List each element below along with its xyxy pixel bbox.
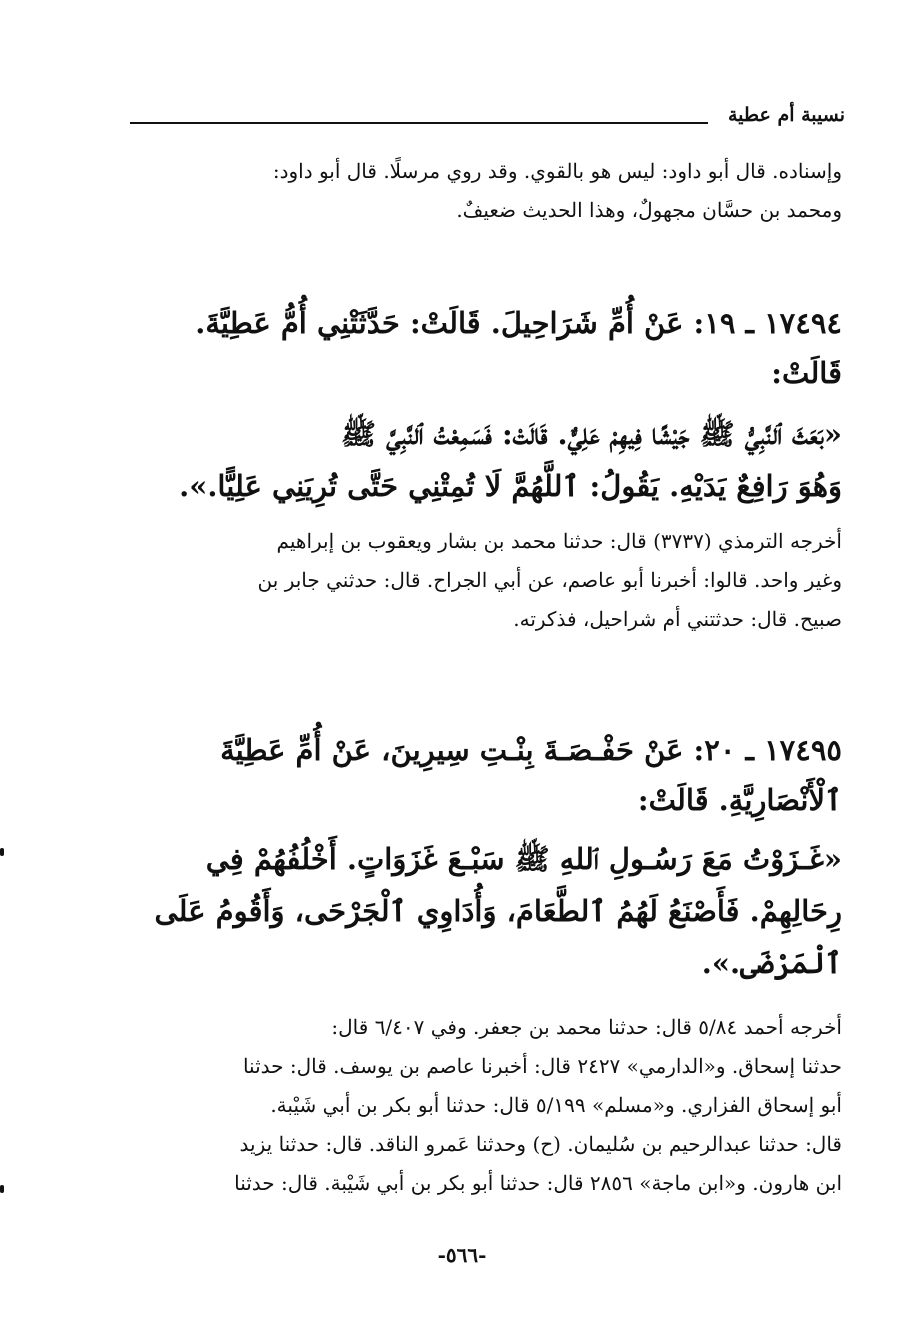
hadith-20-heading (152, 725, 842, 825)
hadith-20-takhrij-note (152, 1008, 842, 1203)
takhrij-line: حدثنا إسحاق. و«الدارمي» ٢٤٢٧ قال: أخبرنا عاصم بن يوسف. قال: حدثنا (242, 1054, 842, 1078)
header-rule (130, 122, 708, 124)
page-number: -٥٦٦- (437, 1243, 487, 1267)
hadith-heading-line: قَالَتْ: (771, 356, 842, 390)
hadith-19-text (152, 408, 842, 512)
header-title: نسيبة أم عطية (727, 104, 845, 126)
intro-note-line: وإسناده. قال أبو داود: ليس هو بالقوي. وقد روي مرسلًا. قال أبو داود: (272, 159, 842, 183)
running-header (130, 98, 845, 134)
takhrij-line: صبيح. قال: حدثتني أم شراحيل، فذكرته. (513, 607, 842, 631)
takhrij-line: أبو إسحاق الفزاري. و«مسلم» ٥/١٩٩ قال: حدثنا أبو بكر بن أبي شَيْبة. (270, 1093, 842, 1117)
takhrij-line: ابن هارون. و«ابن ماجة» ٢٨٥٦ قال: حدثنا أبو بكر بن أبي شَيْبة. قال: حدثنا (234, 1171, 842, 1195)
takhrij-line: قال: حدثنا عبدالرحيم بن سُليمان. (ح) وحدثنا عَمرو الناقد. قال: حدثنا يزيد (239, 1132, 842, 1156)
scan-edge-mark (0, 1185, 4, 1193)
hadith-heading-line: ١٧٤٩٤ ـ ١٩: عَنْ أُمِّ شَرَاحِيلَ. قَالَتْ: حَدَّثَتْنِي أُمُّ عَطِيَّةَ. (195, 306, 842, 340)
takhrij-line: أخرجه الترمذي (٣٧٣٧) قال: حدثنا محمد بن بشار ويعقوب بن إبراهيم (276, 529, 842, 553)
scan-edge-mark (0, 848, 4, 856)
hadith-20-text (152, 833, 842, 989)
hadith-text-line: وَهُوَ رَافِعٌ يَدَيْهِ. يَقُولُ: ٱللَّهُمَّ لَا تُمِتْنِي حَتَّى تُرِيَنِي عَلِيًّا.». (179, 469, 842, 503)
hadith-heading-line: ٱلْأَنْصَارِيَّةِ. قَالَتْ: (637, 783, 842, 817)
intro-note-line: ومحمد بن حسَّان مجهولٌ، وهذا الحديث ضعيفٌ. (456, 198, 842, 222)
hadith-19-heading (152, 298, 842, 398)
takhrij-line: أخرجه أحمد ٥/٨٤ قال: حدثنا محمد بن جعفر. وفي ٦/٤٠٧ قال: (331, 1015, 842, 1039)
hadith-text-line: رِحَالِهِمْ. فَأَصْنَعُ لَهُمُ ٱلطَّعَامَ، وَأُدَاوِي ٱلْجَرْحَى، وَأَقُومُ عَلَى (154, 894, 842, 928)
takhrij-line: وغير واحد. قالوا: أخبرنا أبو عاصم، عن أبي الجراح. قال: حدثني جابر بن (257, 568, 842, 592)
hadith-19-takhrij-note (152, 522, 842, 639)
hadith-text-line: «غَـزَوْتُ مَعَ رَسُـولِ ٱللهِ ﷺ سَبْـعَ غَزَوَاتٍ. أَخْلُفُهُمْ فِي (205, 842, 842, 876)
hadith-text-line: «بَعَثَ ٱلنَّبِيُّ ﷺ جَيْشًا فِيهِمْ عَلِيٌّ. قَالَتْ: فَسَمِعْتُ ٱلنَّبِيَّ ﷺ (341, 417, 842, 451)
hadith-heading-line: ١٧٤٩٥ ـ ٢٠: عَنْ حَفْـصَـةَ بِنْـتِ سِيرِينَ، عَنْ أُمِّ عَطِيَّةَ (220, 733, 842, 767)
intro-note (152, 152, 842, 230)
hadith-text-line: ٱلْمَرْضَى.». (701, 946, 842, 980)
